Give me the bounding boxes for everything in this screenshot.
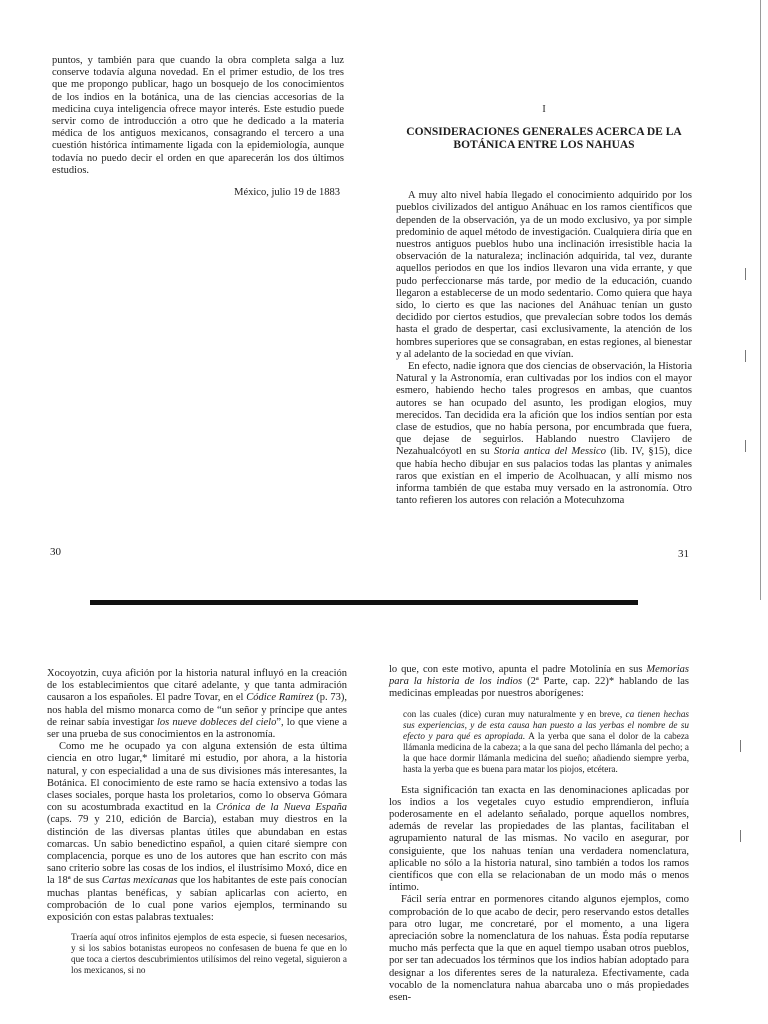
book-title: Storia antica del Messico [493,446,606,458]
page-30-folio: 30 [50,546,61,558]
page-31-folio: 31 [678,548,689,560]
text-run: En efecto, nadie ignora que dos ciencias de observación, la Historia Natural y la Astronomía, eran cultivadas por los indios con el mayor esmero, habiendo hecho tales progresos en ambas, que cuantos autores se han ocupado del asunto, les prodigan elogios, muy merecidos. Tan decidida era la afición que los indios sentían por esta clase de estudios, que no había persona, por encumbrada que fuera, que dejase de seguirlos. Hablando nuestro Clavijero de Nezahualcóyotl en su [396,361,692,458]
text-run: Como me he ocupado ya con alguna extensión de esta última ciencia en otro lugar,* limitaré mi estudio, por ahora, a la historia natural, y con especialidad a una de sus divisiones más interesantes, la Botánica. El conocimiento de este ramo se hacía extensivo a todas las clases sociales, porque hasta los proletarios, como lo observa Gómara con su acostumbrada exactitud en la [47,741,347,814]
page-31 [396,104,692,507]
text-run: (caps. 79 y 210, edición de Barcia), estaban muy diestros en la distinción de las diversas plantas útiles que abundaban en estas comarcas. Un sabio benedictino español, a quien citaré siempre con complacencia, porque es uno de los autores que han escrito con más sano criterio sobre las cosas de los indios, el ilustrísimo Moxó, dice en la 18ª de sus [47,814,347,887]
page-30-paragraph: puntos, y también para que cuando la obra completa salga a luz conserve todavía alguna novedad. En el primer estudio, de los tres que me propongo publicar, hago un bosquejo de los conocimientos de los indios en la botánica, una de las ciencias accesorias de la medicina cuya inteligencia ofrece mayor interés. Este estudio puede servir como de introducción a otro que he dedicado a la materia médica de los antiguos mexicanos, consagrando el tercero a una cuestión histórica íntimamente ligada con la epidemiología, aunque todavía no puedo decir el orden en que aparecerán los dos últimos estudios. [52,55,344,176]
text-run: con las cuales (dice) curan muy naturalmente y en breve, [403,708,626,719]
text-run: ”, lo que viene a ser una prueba de sus conocimientos en la astronomía. [47,716,348,741]
scan-mark [740,830,741,842]
page-30-dateline: México, julio 19 de 1883 [234,187,340,199]
scan-mark [745,268,746,280]
page-32-paragraph-1 [47,668,347,741]
text-run: lo que, con este motivo, apunta el padre Motolinía en sus [389,664,647,675]
page-32 [47,668,347,976]
page-30 [52,55,344,199]
spread-separator-rule [90,600,638,605]
scan-edge-line [760,0,761,600]
scan-mark [745,350,746,362]
text-run: A la yerba que sana el dolor de la cabeza llámanla medicina de la cabeza; a la que sana del pecho llámanla del pecho; a la que hace dormir llámanla medicina del sueño; añadiendo siempre yerba, hasta la yerba que es buena para matar los piojos, etcétera. [403,730,689,774]
scan-mark [745,440,746,452]
scan-mark [740,740,741,752]
text-run: (p. 73), nos habla del mismo monarca como de “un señor y príncipe que antes de reinar sabía investigar [47,692,347,728]
quoted-phrase: ca tienen hechas sus experiencias, y de esta causa han puesto a las yerbas el nombre de su efecto y para qué es apropiada. [403,708,689,741]
text-run: Xocoyotzin, cuya afición por la historia natural influyó en la creación de los establecimientos que citaré adelante, y que tanta admiración causaron a los españoles. El padre Tovar, en el [47,668,347,704]
book-title: Memorias para la historia de los indios [389,664,689,688]
page-33-paragraph-3: Fácil sería entrar en pormenores citando algunos ejemplos, como comprobación de lo que acabo de decir, pero reservando estos detalles para otro lugar, me concretaré, por el momento, a una ligera apreciación sobre la nomenclatura de los nahuas. Ésta podía reputarse mucho más perfecta que la que en aquel tiempo usaban otros pueblos, por ser tan adecuados los términos que los indios habían adoptado para designar a los diferentes seres de la naturaleza. Efectivamente, cada vocablo de la nomenclatura nahua abarcaba uno o más propiedades esen- [389,894,689,1004]
text-run: (2ª Parte, cap. 22)* hablando de las medicinas empleadas por nuestros aborígenes: [389,676,689,700]
text-run: que los habitantes de este país conocían muchas plantas benéficas, y sabían aplicarlas con acierto, en comprobación de lo cual pone varios ejemplos, terminando su exposición con estas palabras textuales: [47,875,347,924]
chapter-title: CONSIDERACIONES GENERALES ACERCA DE LA BOTÁNICA ENTRE LOS NAHUAS [406,126,682,152]
page-33-paragraph-2: Esta significación tan exacta en las denominaciones aplicadas por los indios a los vegetales cuyo estudio emprendieron, influía poderosamente en el adelanto señalado, porque aquellos nombres, además de revelar las propiedades de las plantas, facilitaban el agrupamiento natural de las mismas. No vacilo en asegurar, por consiguiente, que los nahuas tenían una verdadera nomenclatura, aplicable no sólo a la historia natural, sino también a todos los ramos científicos que con ella se relacionaban de un modo más o menos íntimo. [389,784,689,894]
page-31-paragraph-1: A muy alto nivel había llegado el conocimiento adquirido por los pueblos civilizados del antiguo Anáhuac en los ramos científicos que dependen de la observación, ya de un modo exclusivo, ya por simple predominio de aquel método de investigación. Cualquiera diría que en nuestros antiguos pueblos hubo una inclinación irresistible hacia la observación de la naturaleza; inclinación adquirida, tal vez, durante aquellos periodos en que los indios llevaron una vida errante, y que pudo perfeccionarse más tarde, por medio de la educación, cuando llegaron a establecerse de un modo sedentario. Como quiera que haya sido, lo cierto es que las naciones del Anáhuac tenían un gusto decidido por ciertos estudios, que prevalecían sobre todos los demás hasta el grado de despertar, casi exclusivamente, la atención de los hombres superiores que se consagraban, en estas regiones, al bienestar y al adelanto de la sociedad en que vivían. [396,190,692,360]
quoted-phrase: los nueve dobleces del cielo [157,716,277,728]
page-33 [389,664,689,1004]
chapter-number: I [542,104,546,115]
page-33-paragraph-1 [389,664,689,701]
text-run: (lib. IV, §15), dice que había hecho dibujar en sus palacios todas las plantas y animales raros que existían en el imperio de Acolhuacan, y allí mismo nos informa también de que estaba muy versado en la astronomía. Otro tanto refieren los autores con relación a Motecuhzoma [396,446,692,507]
page-33-block-quote [403,709,689,775]
book-title: Cartas mexicanas [101,875,178,887]
book-title: Crónica de la Nueva España [216,802,347,814]
page-32-block-quote: Traería aquí otros infinitos ejemplos de esta especie, si fuesen necesarios, y si los sabios botanistas europeos no confesasen de buena fe que en lo que toca a ciertos descubrimientos utilísimos del reino vegetal, siguieron a los mexicanos, si no [71,932,347,976]
book-title: Códice Ramírez [246,692,314,704]
page-31-paragraph-2 [396,361,692,507]
page-32-paragraph-2 [47,741,347,924]
